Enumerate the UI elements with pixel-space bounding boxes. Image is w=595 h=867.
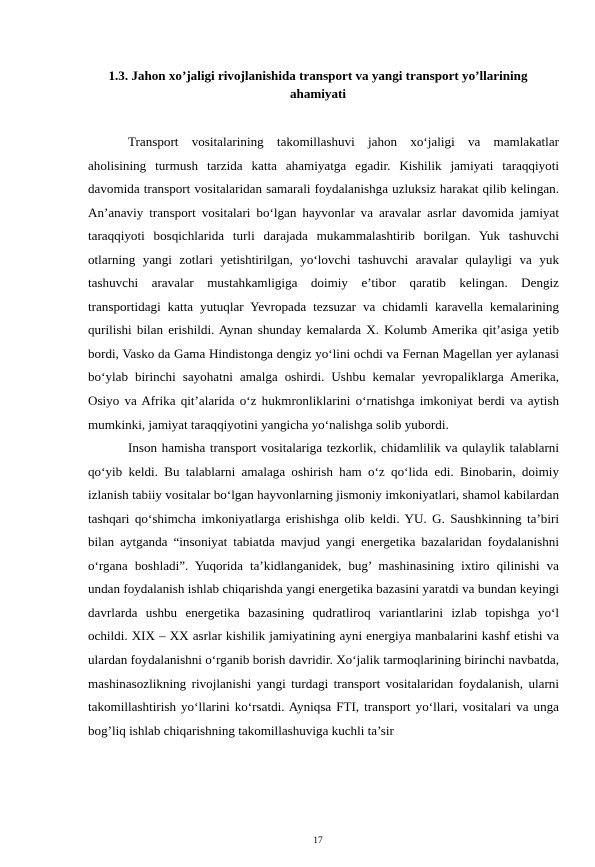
paragraph-2: Inson hamisha transport vositalariga tezkorlik, chidamlilik va qulaylik talablarni qo‘yib keldi. Bu talablarni amalaga oshirish ham o‘z qo‘lida edi. Binobarin, doimiy izlanish tabiiy vositalar bo‘lgan hayvonlarning jismoniy imkoniyatlari, shamol kabilardan tashqari qo‘shimcha imkoniyatlarga erishishga olib keldi. YU. G. Saushkinning ta’biri bilan aytganda “insoniyat tabiatda mavjud yangi energetika bazalaridan foydalanishni o‘rgana boshladi”. Yuqorida ta’kidlanganidek, bug’ mashinasining ixtiro qilinishi va undan foydalanish ishlab chiqarishda yangi energetika bazasini yaratdi va bundan keyingi davrlarda ushbu energetika bazasining qudratliroq variantlarini izlab topishga yo‘l ochildi. XIX – XX asrlar kishilik jamiyatining ayni energiya manbalarini kashf etishi va ulardan foydalanishni o‘rganib borish davridir. Xo‘jalik tarmoqlarining birinchi navbatda, mashinasozlikning rivojlanishi yangi turdagi transport vositalaridan foydalanish, ularni takomillashtirish yo‘llarini ko‘rsatdi. Ayniqsa FTI, transport yo‘llari, vositalari va unga bog’liq ishlab chiqarishning takomillashuviga kuchli ta’sir [88, 440, 559, 738]
paragraph-1: Transport vositalarining takomillashuvi jahon xo‘jaligi va mamlakatlar aholisining turmush tarzida katta ahamiyatga egadir. Kishilik jamiyati taraqqiyoti davomida transport vositalaridan samarali foydalanishga uzluksiz harakat qilib kelingan. An’anaviy transport vositalari bo‘lgan hayvonlar va aravalar asrlar davomida jamiyat taraqqiyoti bosqichlarida turli darajada mukammalashtirib borilgan. Yuk tashuvchi otlarning yangi zotlari yetishtirilgan, yo‘lovchi tashuvchi aravalar qulayligi va yuk tashuvchi aravalar mustahkamligiga doimiy e’tibor qaratib kelingan. Dengiz transportidagi katta yutuqlar Yevropada tezsuzar va chidamli karavella kemalarining qurilishi bilan erishildi. Aynan shunday kemalarda X. Kolumb Amerika qit’asiga yetib bordi, Vasko da Gama Hindistonga dengiz yo‘lini ochdi va Fernan Magellan yer aylanasi bo‘ylab birinchi sayohatni amalga oshirdi. Ushbu kemalar yevropaliklarga Amerika, Osiyo va Afrika qit’alarida o‘z hukmronliklarini o‘rnatishga imkoniyat berdi va aytish mumkinki, jamiyat taraqqiyotini yangicha yo‘nalishga solib yubordi. [88, 134, 559, 432]
body-text [88, 130, 559, 742]
section-heading: 1.3. Jahon xo’jaligi rivojlanishida transport va yangi transport yo’llarining ahamiyati [108, 68, 528, 101]
page-number: 17 [313, 836, 323, 846]
